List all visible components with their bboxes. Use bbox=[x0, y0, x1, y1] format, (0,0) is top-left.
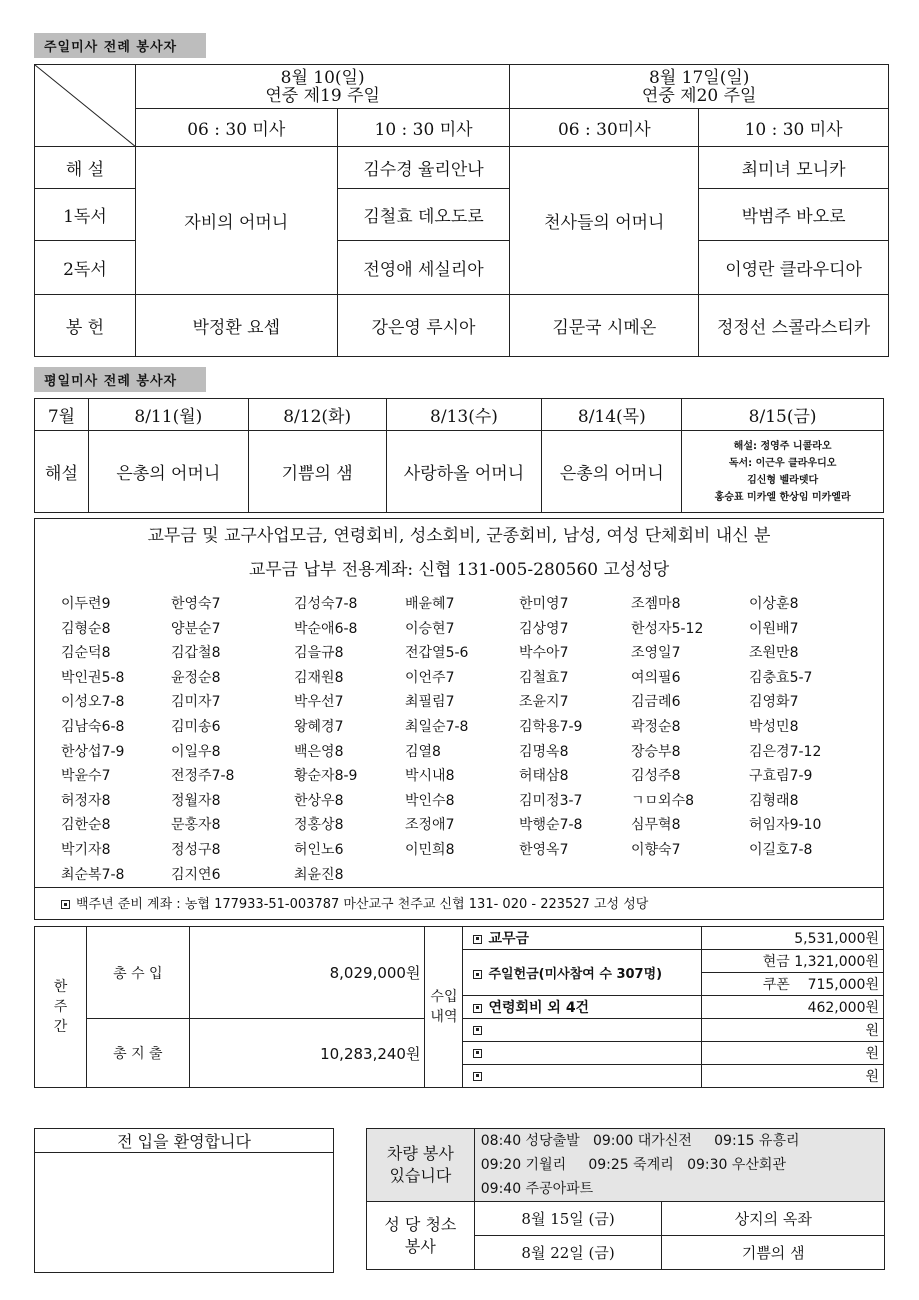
donor-name: 김학용7-9 bbox=[519, 718, 583, 735]
cell-c2-haeseol: 김수경 율리안나 bbox=[337, 147, 510, 189]
item-6-value: 원 bbox=[702, 1065, 884, 1088]
donor-name: 박우선7 bbox=[294, 694, 344, 711]
donor-name: 여의필6 bbox=[631, 669, 681, 686]
sunday-date-1: 8월 10(일) 연중 제19 주일 bbox=[135, 65, 510, 109]
checkbox-icon bbox=[473, 970, 482, 979]
item-3: 연령회비 외 4건 bbox=[463, 996, 702, 1019]
service-table bbox=[366, 1128, 885, 1270]
donor-name: 허인노6 bbox=[294, 841, 344, 858]
donor-name: 배윤혜7 bbox=[405, 596, 455, 612]
donor-name: 전갑열5-6 bbox=[405, 645, 469, 662]
donor-name: ㄱㅁ외수8 bbox=[631, 792, 695, 809]
weekday-date-3: 8/13(수) bbox=[386, 399, 542, 431]
checkbox-icon bbox=[473, 1026, 482, 1035]
income-total: 8,029,000원 bbox=[189, 927, 425, 1019]
donor-name: 왕혜경7 bbox=[294, 718, 344, 735]
donor-name: 김상영7 bbox=[519, 620, 569, 637]
item-1-value: 5,531,000원 bbox=[702, 927, 884, 950]
mass-time-2: 10 : 30 미사 bbox=[337, 109, 510, 147]
donor-name: 최필림7 bbox=[405, 694, 455, 711]
donor-name: 김명옥8 bbox=[519, 743, 569, 760]
donor-name: 김순덕8 bbox=[61, 645, 111, 662]
donor-name: 허태삼8 bbox=[519, 768, 569, 785]
item-1: 교무금 bbox=[463, 927, 702, 950]
donor-name: 양분순7 bbox=[171, 620, 221, 637]
dues-account-heading: 교무금 납부 전용계좌: 신협 131-005-280560 고성성당 bbox=[248, 560, 670, 580]
weekday-date-4: 8/14(목) bbox=[542, 399, 682, 431]
cell-c4-haeseol: 최미녀 모니카 bbox=[699, 147, 889, 189]
donor-name: 구효림7-9 bbox=[749, 768, 813, 785]
mass-time-1: 06 : 30 미사 bbox=[135, 109, 337, 147]
welcome-box bbox=[34, 1128, 334, 1273]
donor-name: 김은경7-12 bbox=[749, 743, 822, 760]
donor-name: 김충효5-7 bbox=[749, 669, 813, 686]
donor-name: 최윤진8 bbox=[294, 866, 344, 883]
donor-name: 박윤수7 bbox=[61, 768, 111, 785]
weekday-table bbox=[34, 398, 884, 513]
item-2-cash: 현금 1,321,000원 bbox=[702, 950, 884, 973]
weekday-date-2: 8/12(화) bbox=[248, 399, 386, 431]
weekday-date-5: 8/15(금) bbox=[682, 399, 884, 431]
sunday-table bbox=[34, 64, 889, 357]
donor-name: 황순자8-9 bbox=[294, 768, 358, 785]
cell-bonghun-2: 강은영 루시아 bbox=[337, 295, 510, 357]
donor-name: 최일순7-8 bbox=[405, 718, 469, 735]
sunday-date-2: 8월 17일(일) 연중 제20 주일 bbox=[510, 65, 889, 109]
donor-name: 허임자9-10 bbox=[749, 817, 822, 834]
row-label-bonghun: 봉 헌 bbox=[35, 295, 136, 357]
item-6 bbox=[463, 1065, 702, 1088]
welcome-title: 전 입을 환영합니다 bbox=[35, 1129, 334, 1153]
donor-name: 박시내8 bbox=[405, 768, 455, 785]
row-label-haeseol: 해 설 bbox=[35, 147, 136, 189]
donor-name: 이일우8 bbox=[171, 743, 221, 760]
donor-name: 허정자8 bbox=[61, 792, 111, 809]
donor-name: 김을규8 bbox=[294, 645, 344, 662]
income-label: 총 수 입 bbox=[86, 927, 189, 1019]
item-4 bbox=[463, 1019, 702, 1042]
mass-time-3: 06 : 30미사 bbox=[510, 109, 699, 147]
item-3-value: 462,000원 bbox=[702, 996, 884, 1019]
cleaning-date-1: 8월 15일 (금) bbox=[474, 1202, 662, 1236]
donor-name: 이성오7-8 bbox=[61, 694, 125, 711]
donor-name: 윤정순8 bbox=[171, 669, 221, 686]
centennial-account: 백주년 준비 계좌 : 농협 177933-51-003787 마산교구 천주교 신협 131- 020 - 223527 고성 성당 bbox=[35, 887, 883, 921]
donor-name: 문홍자8 bbox=[171, 817, 221, 834]
donor-name: 박인수8 bbox=[405, 792, 455, 809]
donor-name: 박행순7-8 bbox=[519, 817, 583, 834]
donor-name: 김재원8 bbox=[294, 669, 344, 686]
item-2: 주일헌금(미사참여 수 307명) bbox=[463, 950, 702, 996]
donor-name: 김형순8 bbox=[61, 620, 111, 637]
donor-name: 이길호7-8 bbox=[749, 841, 813, 858]
donor-name: 김철효7 bbox=[519, 669, 569, 686]
donor-name: 김갑철8 bbox=[171, 645, 221, 662]
mass-time-4: 10 : 30 미사 bbox=[699, 109, 889, 147]
cell-c2-dokseo1: 김철효 데오도로 bbox=[337, 189, 510, 241]
donor-name: 이언주7 bbox=[405, 669, 455, 686]
donor-name: 곽정순8 bbox=[631, 718, 681, 735]
cell-c2-dokseo2: 전영애 세실리아 bbox=[337, 241, 510, 295]
finance-table bbox=[34, 926, 884, 1088]
donor-name: 김남숙6-8 bbox=[61, 718, 125, 735]
weekday-row-label: 해설 bbox=[35, 431, 89, 513]
donor-name: 박성민8 bbox=[749, 718, 799, 735]
diagonal-cell bbox=[35, 65, 136, 147]
weekday-val-4: 은총의 어머니 bbox=[542, 431, 682, 513]
donor-name: 김지연6 bbox=[171, 866, 221, 883]
donor-name: 김성숙7-8 bbox=[294, 596, 358, 612]
checkbox-icon bbox=[473, 1049, 482, 1058]
donor-name: 김형래8 bbox=[749, 792, 799, 809]
donor-name: 박수아7 bbox=[519, 645, 569, 662]
donor-name: 한성자5-12 bbox=[631, 620, 704, 637]
cell-c4-dokseo1: 박범주 바오로 bbox=[699, 189, 889, 241]
cell-bonghun-1: 박정환 요셉 bbox=[135, 295, 337, 357]
dues-box bbox=[34, 518, 884, 920]
cleaning-label: 성 당 청소 봉사 bbox=[367, 1202, 475, 1270]
donor-name: 정월자8 bbox=[171, 792, 221, 809]
donor-name: 한영옥7 bbox=[519, 841, 569, 858]
donor-name: 이두련9 bbox=[61, 596, 111, 612]
expense-total: 10,283,240원 bbox=[189, 1019, 425, 1088]
checkbox-icon bbox=[473, 1004, 482, 1013]
donor-name: 이원배7 bbox=[749, 620, 799, 637]
cell-c4-dokseo2: 이영란 클라우디아 bbox=[699, 241, 889, 295]
checkbox-icon bbox=[473, 935, 482, 944]
item-5 bbox=[463, 1042, 702, 1065]
donor-name: 정홍상8 bbox=[294, 817, 344, 834]
donor-name: 최순복7-8 bbox=[61, 866, 125, 883]
donor-name: 김미자7 bbox=[171, 694, 221, 711]
donor-name: 박기자8 bbox=[61, 841, 111, 858]
weekday-month: 7월 bbox=[35, 399, 89, 431]
donor-name: 한상우8 bbox=[294, 792, 344, 809]
donor-name: 이승현7 bbox=[405, 620, 455, 637]
weekday-val-5: 해설: 정영주 니콜라오 독서: 이근우 클라우디오 김신형 벨라뎃다 홍승표 미카엘 한상임 미카엘라 bbox=[682, 431, 884, 513]
donor-name: 김미송6 bbox=[171, 718, 221, 735]
donor-name: 한영숙7 bbox=[171, 596, 221, 612]
donor-name: 이향숙7 bbox=[631, 841, 681, 858]
donor-name: 조원만8 bbox=[749, 645, 799, 662]
donor-name: 이상훈8 bbox=[749, 596, 799, 612]
item-5-value: 원 bbox=[702, 1042, 884, 1065]
weekday-val-2: 기쁨의 샘 bbox=[248, 431, 386, 513]
row-label-dokseo2: 2독서 bbox=[35, 241, 136, 295]
donor-name: 한상섭7-9 bbox=[61, 743, 125, 760]
weekday-date-1: 8/11(월) bbox=[88, 399, 248, 431]
donor-name: 이민희8 bbox=[405, 841, 455, 858]
donor-name: 박순애6-8 bbox=[294, 620, 358, 637]
vehicle-label: 차량 봉사 있습니다 bbox=[367, 1129, 475, 1202]
weekday-val-3: 사랑하올 어머니 bbox=[386, 431, 542, 513]
donor-name: 정성구8 bbox=[171, 841, 221, 858]
donor-name: 김금례6 bbox=[631, 694, 681, 711]
weekday-section-title: 평일미사 전례 봉사자 bbox=[34, 367, 206, 392]
donor-name: 전정주7-8 bbox=[171, 768, 235, 785]
donor-name: 한미영7 bbox=[519, 596, 569, 612]
donor-names bbox=[61, 593, 859, 888]
checkbox-icon bbox=[473, 1072, 482, 1081]
donor-name: 김한순8 bbox=[61, 817, 111, 834]
cell-bonghun-3: 김문국 시메온 bbox=[510, 295, 699, 357]
donor-name: 김열8 bbox=[405, 743, 441, 760]
donor-name: 김미정3-7 bbox=[519, 792, 583, 809]
donor-name: 심무혁8 bbox=[631, 817, 681, 834]
weekday-val-1: 은총의 어머니 bbox=[88, 431, 248, 513]
week-label: 한 주 간 bbox=[35, 927, 87, 1088]
cleaning-group-1: 상지의 옥좌 bbox=[662, 1202, 885, 1236]
welcome-body bbox=[35, 1153, 334, 1273]
vehicle-schedule: 08:40 성당출발 09:00 대가신전 09:15 유흥리 09:20 기월리 09:25 죽계리 09:30 우산회관 09:40 주공아파트 bbox=[474, 1129, 884, 1202]
sunday-section-title: 주일미사 전례 봉사자 bbox=[34, 33, 206, 58]
item-2-coupon: 쿠폰 715,000원 bbox=[702, 973, 884, 996]
donor-name: 조윤지7 bbox=[519, 694, 569, 711]
group-cell-3: 천사들의 어머니 bbox=[510, 147, 699, 295]
detail-label: 수입 내역 bbox=[425, 927, 463, 1088]
checkbox-icon bbox=[61, 900, 70, 909]
cleaning-date-2: 8월 22일 (금) bbox=[474, 1236, 662, 1270]
expense-label: 총 지 출 bbox=[86, 1019, 189, 1088]
donor-name: 박인권5-8 bbox=[61, 669, 125, 686]
donor-name: 백은영8 bbox=[294, 743, 344, 760]
donor-name: 장승부8 bbox=[631, 743, 681, 760]
donor-name: 조젬마8 bbox=[631, 596, 681, 612]
diagonal-line-icon bbox=[35, 65, 136, 147]
cell-bonghun-4: 정정선 스콜라스티카 bbox=[699, 295, 889, 357]
group-cell-1: 자비의 어머니 bbox=[135, 147, 337, 295]
donor-name: 조영일7 bbox=[631, 645, 681, 662]
donor-name: 김성주8 bbox=[631, 768, 681, 785]
donor-name: 김영화7 bbox=[749, 694, 799, 711]
donor-name: 조정애7 bbox=[405, 817, 455, 834]
row-label-dokseo1: 1독서 bbox=[35, 189, 136, 241]
item-4-value: 원 bbox=[702, 1019, 884, 1042]
cleaning-group-2: 기쁨의 샘 bbox=[662, 1236, 885, 1270]
dues-heading: 교무금 및 교구사업모금, 연령회비, 성소회비, 군종회비, 남성, 여성 단체회비 내신 분 bbox=[147, 526, 771, 546]
